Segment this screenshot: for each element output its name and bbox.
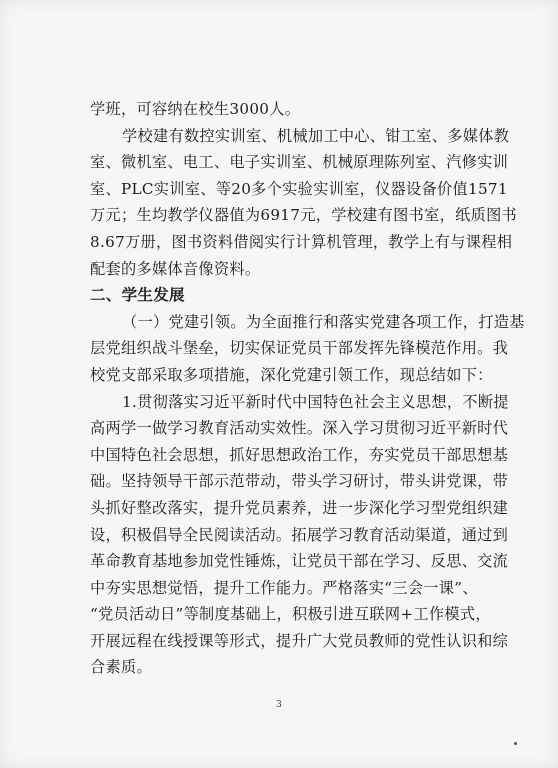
paragraph-line: 开展远程在线授课等形式，提升广大党员教师的党性认识和综	[90, 631, 509, 650]
document-body	[90, 96, 525, 681]
paragraph-line: 校党支部采取多项措施，深化党建引领工作，现总结如下：	[90, 365, 493, 384]
paragraph-line: 室、微机室、电工、电子实训室、机械原理陈列室、汽修实训	[90, 153, 509, 172]
paragraph-line: （一）党建引领。为全面推行和落实党建各项工作，打造基	[122, 312, 525, 331]
paragraph-line: 学校建有数控实训室、机械加工中心、钳工室、多媒体教	[122, 126, 510, 145]
paragraph-line: 合素质。	[90, 658, 152, 677]
paragraph-line: 学班，可容纳在校生3000人。	[90, 100, 301, 118]
paragraph-line: 中国特色社会思想，抓好思想政治工作，夯实党员干部思想基	[90, 445, 509, 464]
paragraph-line: 万元；生均教学仪器值为6917元，学校建有图书室，纸质图书	[90, 206, 518, 225]
paragraph-line: 高两学一做学习教育活动实效性。深入学习贯彻习近平新时代	[90, 419, 509, 438]
paragraph-line: 1.贯彻落实习近平新时代中国特色社会主义思想，不断提	[122, 392, 509, 411]
paragraph-line: 设，积极倡导全民阅读活动。拓展学习教育活动渠道，通过到	[90, 525, 509, 544]
paragraph-line: 室、PLC实训室、等20多个实验实训室，仪器设备价值1571	[90, 179, 508, 198]
page-number: 3	[276, 700, 282, 710]
paragraph-line: 革命教育基地参加党性锤炼，让党员干部在学习、反思、交流	[90, 552, 509, 571]
paragraph-line: 中夯实思想觉悟，提升工作能力。严格落实“三会一课”、	[90, 578, 478, 597]
paragraph-line: 8.67万册，图书资料借阅实行计算机管理，教学上有与课程相	[90, 232, 513, 251]
scan-speck	[514, 742, 517, 745]
paragraph-line: 层党组织战斗堡垒，切实保证党员干部发挥先锋模范作用。我	[90, 339, 509, 358]
section-heading: 二、学生发展	[90, 286, 185, 305]
paragraph-line: 础。坚持领导干部示范带动，带头学习研讨，带头讲党课，带	[90, 472, 509, 491]
paragraph-line: 配套的多媒体音像资料。	[90, 259, 261, 278]
paragraph-line: “党员活动日”等制度基础上，积极引进互联网+工作模式，	[90, 605, 491, 624]
paragraph-line: 头抓好整改落实，提升党员素养，进一步深化学习型党组织建	[90, 498, 509, 517]
